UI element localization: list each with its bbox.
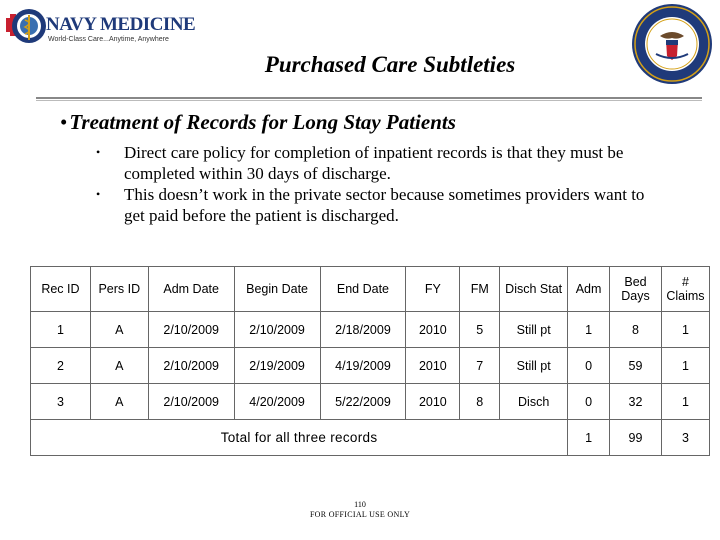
col-header: Begin Date	[234, 267, 320, 312]
table-cell: 1	[31, 312, 91, 348]
bullet-text: This doesn’t work in the private sector because sometimes providers want to get paid before the patient is discharged.	[124, 185, 645, 225]
table-row	[31, 312, 710, 348]
table-cell: 2/10/2009	[234, 312, 320, 348]
table-cell: 0	[568, 348, 610, 384]
section-heading: •Treatment of Records for Long Stay Patients	[60, 110, 456, 134]
table-cell: 7	[460, 348, 500, 384]
col-header: Rec ID	[31, 267, 91, 312]
col-header: Pers ID	[90, 267, 148, 312]
logo-title: NAVY MEDICINE	[46, 14, 196, 35]
table-cell: 5/22/2009	[320, 384, 406, 420]
table-cell: 2/10/2009	[148, 384, 234, 420]
table-row	[31, 384, 710, 420]
table-cell: 2010	[406, 312, 460, 348]
table-cell: Still pt	[500, 348, 568, 384]
total-claims: 3	[661, 420, 709, 456]
table-cell: 2	[31, 348, 91, 384]
page-number: 110	[354, 500, 366, 509]
table-cell: 32	[610, 384, 662, 420]
table-cell: 0	[568, 384, 610, 420]
table-cell: 2/10/2009	[148, 348, 234, 384]
slide-title: Purchased Care Subtleties	[264, 52, 516, 77]
table-cell: 4/20/2009	[234, 384, 320, 420]
table-cell: 2/10/2009	[148, 312, 234, 348]
table-cell: 1	[568, 312, 610, 348]
table-cell: 8	[460, 384, 500, 420]
table-cell: 4/19/2009	[320, 348, 406, 384]
bullet-item: • This doesn’t work in the private sector because sometimes providers want to get paid before the patient is discharged.	[96, 185, 645, 225]
total-label: Total for all three records	[31, 420, 568, 456]
col-header: Adm	[568, 267, 610, 312]
navy-medicine-logo	[2, 4, 196, 54]
table-row	[31, 348, 710, 384]
table-cell: A	[90, 348, 148, 384]
logo-tagline: World-Class Care...Anytime, Anywhere	[48, 36, 169, 43]
section-heading-text: Treatment of Records for Long Stay Patients	[69, 110, 456, 134]
classification-footer: FOR OFFICIAL USE ONLY	[309, 510, 411, 519]
table-cell: 2010	[406, 384, 460, 420]
table-cell: A	[90, 384, 148, 420]
table-cell: 2/18/2009	[320, 312, 406, 348]
table-cell: 1	[661, 348, 709, 384]
table-cell: Still pt	[500, 312, 568, 348]
col-header: FM	[460, 267, 500, 312]
table-cell: 59	[610, 348, 662, 384]
table-cell: 1	[661, 384, 709, 420]
table-cell: 3	[31, 384, 91, 420]
col-header: Disch Stat	[500, 267, 568, 312]
table-cell: 2010	[406, 348, 460, 384]
total-adm: 1	[568, 420, 610, 456]
bullet-text: Direct care policy for completion of inpatient records is that they must be completed within 30 days of discharge.	[124, 143, 624, 183]
table-cell: Disch	[500, 384, 568, 420]
col-header: # Claims	[661, 267, 709, 312]
table-cell: 1	[661, 312, 709, 348]
table-cell: 8	[610, 312, 662, 348]
table-cell: A	[90, 312, 148, 348]
bullet-list	[96, 142, 656, 226]
caduceus-icon	[2, 4, 46, 48]
table-cell: 2/19/2009	[234, 348, 320, 384]
total-bed-days: 99	[610, 420, 662, 456]
table-cell: 5	[460, 312, 500, 348]
col-header: Adm Date	[148, 267, 234, 312]
records-table	[30, 266, 710, 456]
title-divider	[36, 97, 702, 99]
col-header: Bed Days	[610, 267, 662, 312]
table-header-row	[31, 267, 710, 312]
col-header: End Date	[320, 267, 406, 312]
bullet-item: • Direct care policy for completion of inpatient records is that they must be completed within 30 days of discharge.	[96, 143, 624, 183]
table-total-row	[31, 420, 710, 456]
title-divider-shadow	[36, 100, 702, 101]
col-header: FY	[406, 267, 460, 312]
